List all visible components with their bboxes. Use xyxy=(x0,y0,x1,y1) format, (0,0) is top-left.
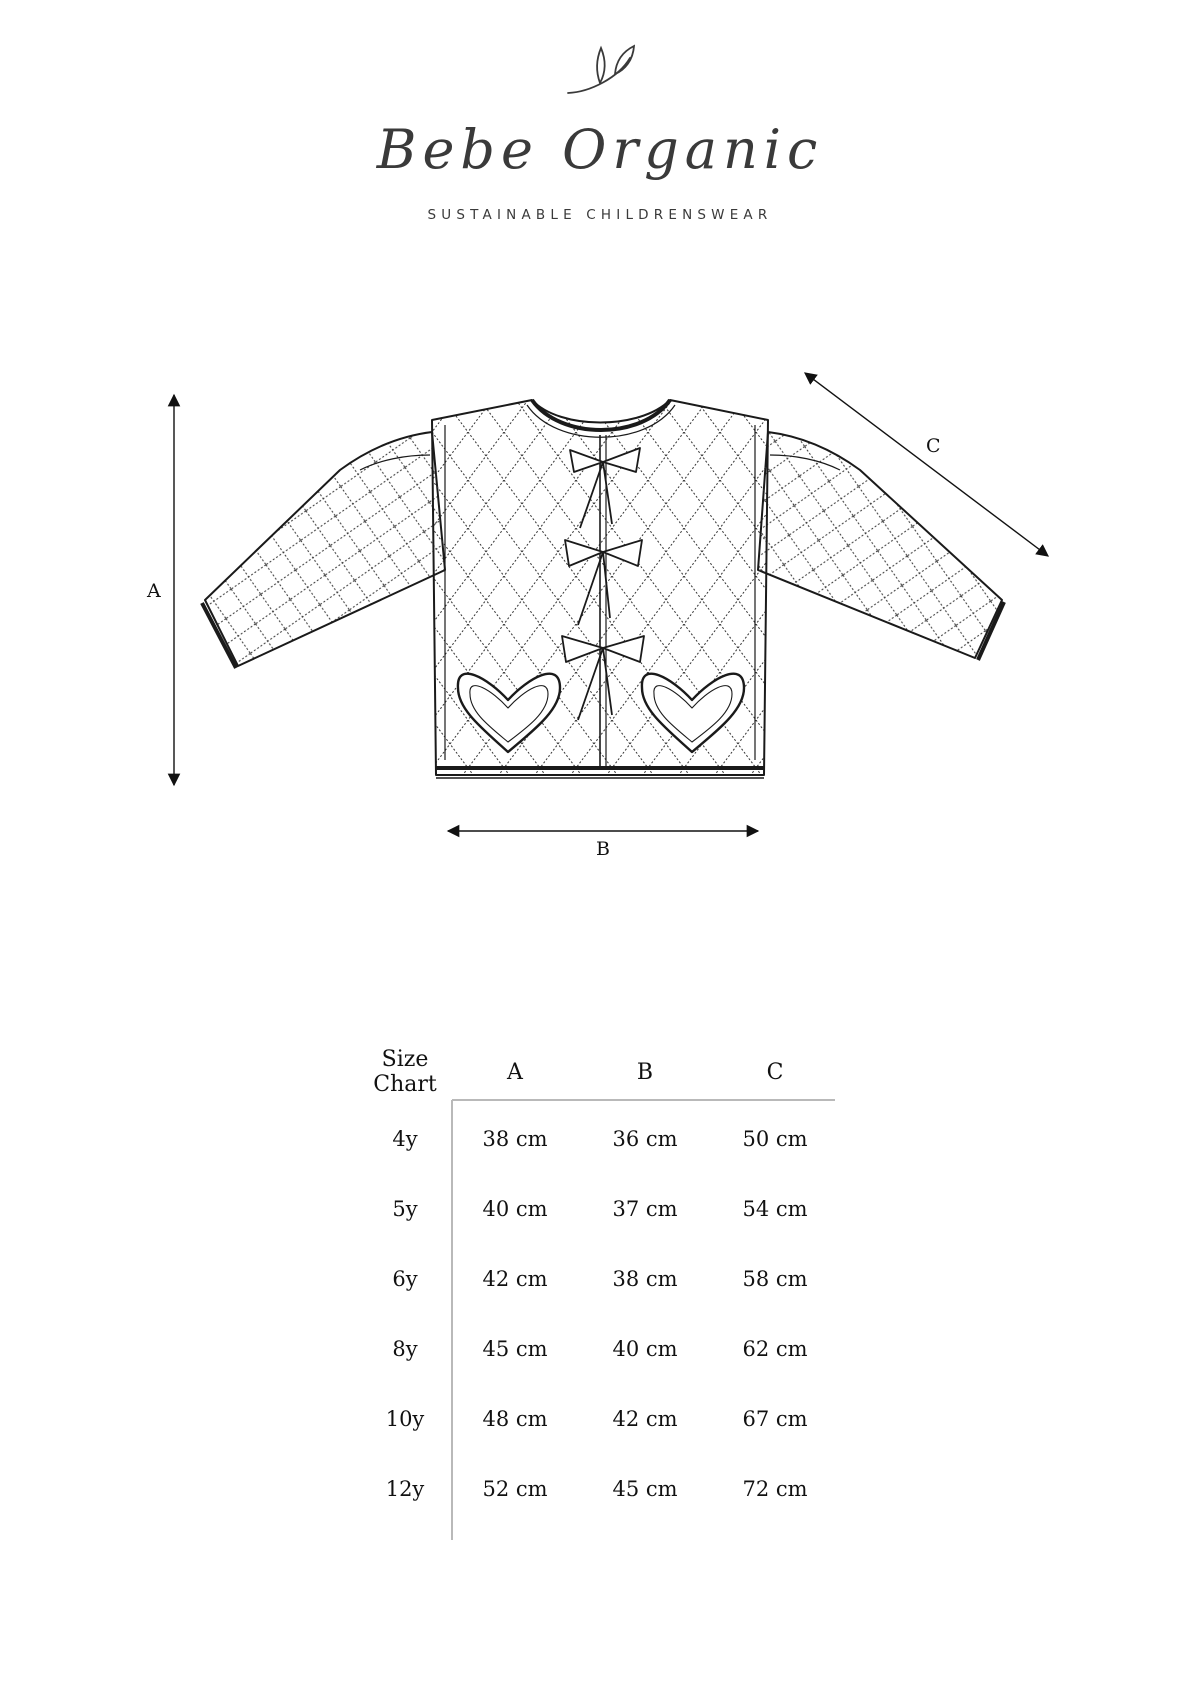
brand-tagline: SUSTAINABLE CHILDRENSWEAR xyxy=(427,207,773,223)
measure-c-label: C xyxy=(926,435,941,457)
brand-name: Bebe Organic xyxy=(376,118,824,181)
table-row xyxy=(360,1244,840,1314)
measure-a-label: A xyxy=(147,580,161,602)
size-cell: 12y xyxy=(385,1477,425,1501)
measure-b-cell: 40 cm xyxy=(612,1337,678,1361)
measure-a-cell: 52 cm xyxy=(482,1477,548,1501)
column-header-b: B xyxy=(636,1059,654,1085)
size-chart-corner xyxy=(360,1047,450,1097)
table-row xyxy=(360,1104,840,1174)
measure-b-cell: 37 cm xyxy=(612,1197,678,1221)
measure-c-cell: 58 cm xyxy=(742,1267,808,1291)
measure-c-cell: 54 cm xyxy=(742,1197,808,1221)
measure-a-cell: 45 cm xyxy=(482,1337,548,1361)
measure-a-cell: 42 cm xyxy=(482,1267,548,1291)
column-header-a: A xyxy=(507,1059,523,1085)
measure-b-cell: 45 cm xyxy=(612,1477,678,1501)
garment-diagram xyxy=(0,340,1200,860)
measure-b-label: B xyxy=(596,838,610,860)
measure-b-cell: 36 cm xyxy=(612,1127,678,1151)
measure-c-cell: 50 cm xyxy=(742,1127,808,1151)
measure-a-cell: 48 cm xyxy=(482,1407,548,1431)
measure-b-cell: 38 cm xyxy=(612,1267,678,1291)
table-row xyxy=(360,1314,840,1384)
measure-c-cell: 62 cm xyxy=(742,1337,808,1361)
column-header-c: C xyxy=(766,1059,784,1085)
size-cell: 5y xyxy=(392,1197,418,1221)
measure-a-cell: 40 cm xyxy=(482,1197,548,1221)
corner-line-2: Chart xyxy=(373,1072,437,1097)
measure-a-cell: 38 cm xyxy=(482,1127,548,1151)
measure-b-cell: 42 cm xyxy=(612,1407,678,1431)
size-cell: 6y xyxy=(392,1267,418,1291)
leaf-sprig-icon xyxy=(0,20,1200,110)
corner-line-1: Size xyxy=(381,1047,429,1072)
measure-c-cell: 72 cm xyxy=(742,1477,808,1501)
table-header-row xyxy=(360,1040,840,1104)
size-cell: 10y xyxy=(385,1407,425,1431)
table-row xyxy=(360,1454,840,1524)
size-cell: 4y xyxy=(392,1127,418,1151)
jacket-illustration xyxy=(202,400,1004,778)
size-chart-table xyxy=(360,1040,840,1524)
size-cell: 8y xyxy=(392,1337,418,1361)
measure-c-cell: 67 cm xyxy=(742,1407,808,1431)
table-row xyxy=(360,1174,840,1244)
table-row xyxy=(360,1384,840,1454)
